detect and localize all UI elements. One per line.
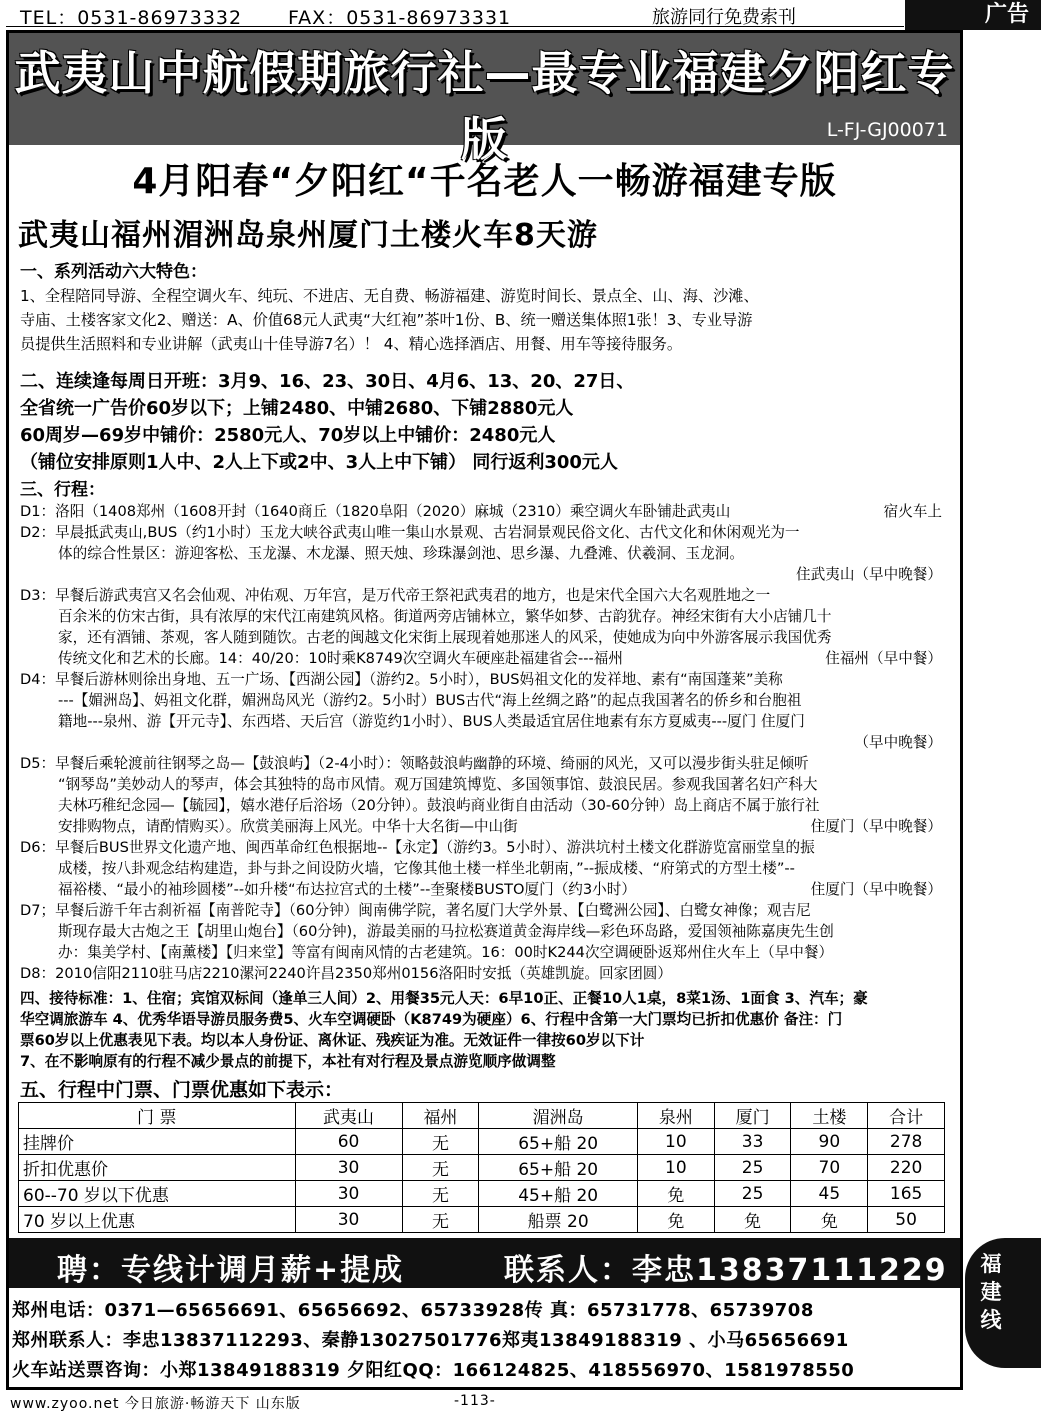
table-header-cell: 门 票: [19, 1103, 296, 1129]
itinerary-section: [20, 480, 950, 984]
top-divider: [6, 26, 904, 27]
day-3-stay: 住福州（早中餐）: [825, 650, 942, 667]
table-cell: 60--70 岁以下优惠: [19, 1181, 296, 1207]
table-row: [19, 1129, 945, 1155]
table-cell: 25: [714, 1181, 791, 1207]
features-line: 1、全程陪同导游、全程空调火车、纯玩、不进店、无自费、畅游福建、游览时间长、景点全、山、海、沙滩、: [20, 287, 759, 305]
table-header-cell: 合计: [868, 1103, 945, 1129]
day-5: D5：早餐后乘轮渡前往钢琴之岛—【鼓浪屿】（2-4小时）：领略鼓浪屿幽静的环境、绮丽的风光，又可以漫步街头驻足倾听 “钢琴岛”美妙动人的琴声，体会其独特的岛市风情。观万国建筑博览、多国领事馆、鼓浪民居。参观我国著名妇产科大 夫林巧稚纪念园—【毓园】，嬉水港仔后浴场（20分钟）。鼓浪屿商业街自由活动（30-60分钟）岛上商店不属于旅行社 安排购物点，请酌情购买）。欣赏美丽海上风光。中华十大名街—中山街 住厦门（早中晚餐）: [20, 755, 942, 835]
day-4: D4：早餐后游林则徐出身地、五一广场、【西湖公园】（游约2。5小时），BUS妈祖文化的发祥地、素有“南国蓬莱”美称 ---【媚洲岛】、妈祖文化群，媚洲岛风光（游约2。5小时）BUS古代“海上丝绸之路”的起点我国著名的侨乡和台胞祖 籍地---泉州、游【开元寺】、东西塔、天后宫（游览约1小时）、BUS人类最适宜居住地素有东方夏威夷---厦门 住厦门 （早中晚餐）: [20, 669, 950, 753]
day-3: D3：早餐后游武夷宫又名会仙观、冲佑观、万年宫，是万代帝王祭祀武夷君的地方，也是宋代全国六大名观胜地之一 百余米的仿宋古街，具有浓厚的宋代江南建筑风格。街道两旁店铺林立，繁华如梦、古韵犹存。神经宋街有大小店铺几十 家，还有酒铺、茶观，客人随到随饮。古老的闽越文化宋街上展现着她那迷人的风采，使她成为向中外游客展示我国优秀 传统文化和艺术的长廊。14：40/20：10时乘K8749次空调火车硬座赴福建省会---福州 住福州（早中餐）: [20, 587, 942, 667]
table-header-cell: 福州: [402, 1103, 479, 1129]
side-tab: [965, 1238, 1041, 1368]
table-cell: 30: [295, 1181, 402, 1207]
standards-line: 华空调旅游车 4、优秀华语导游员服务费5、火车空调硬卧（K8749为硬座）6、行程中含第一大门票均已折扣优惠价 备注：门: [20, 1011, 843, 1028]
footer: [10, 1393, 496, 1413]
table-cell: 挂牌价: [19, 1129, 296, 1155]
day-2-stay: 住武夷山（早中晚餐）: [796, 566, 942, 583]
day-1: D1：洛阳（1408郑州（1608开封（1640商丘（1820阜阳（2020）麻城（2310）乘空调火车卧铺赴武夷山 宿火车上: [20, 503, 942, 520]
subheadline: 武夷山福州湄洲岛泉州厦门土楼火车8天游: [18, 218, 598, 253]
features-line: 寺庙、土楼客家文化2、赠送：A、价值68元人武夷“大红袍”茶叶1份、B、统一赠送集体照1张！3、专业导游: [20, 311, 753, 329]
hire-contact: 联系人：李忠13837111229: [504, 1253, 948, 1288]
table-cell: 无: [402, 1207, 479, 1233]
table-cell: 免: [638, 1207, 715, 1233]
day-5-stay: 住厦门（早中晚餐）: [810, 818, 942, 835]
features-section: [20, 260, 950, 356]
hire-banner: [9, 1238, 960, 1288]
features-line: 员提供生活照料和专业讲解（武夷山十佳导游7名）！ 4、精心选择酒店、用餐、用车等接待服务。: [20, 335, 683, 353]
day-4-stay: （早中晚餐）: [854, 734, 942, 751]
table-header-cell: 武夷山: [295, 1103, 402, 1129]
contact-phone: 郑州电话：0371—65656691、65656692、65733928传 真：65731778、65739708: [12, 1300, 814, 1321]
table-cell: 165: [868, 1181, 945, 1207]
tickets-heading: 五、行程中门票、门票优惠如下表示：: [20, 1079, 344, 1101]
table-cell: 30: [295, 1207, 402, 1233]
title-banner: [9, 33, 960, 166]
table-cell: 30: [295, 1155, 402, 1181]
standards-line: 四、接待标准：1、住宿；宾馆双标间（逢单三人间）2、用餐35元人天：6早10正、正餐10人1桌，8菜1汤、1面食 3、汽车；豪: [20, 990, 868, 1007]
banner-title: 武夷山中航假期旅行社—最专业福建夕阳红专版: [14, 46, 955, 166]
table-cell: 无: [402, 1181, 479, 1207]
table-row: [19, 1155, 945, 1181]
side-tab-label: 福建线: [980, 1252, 1002, 1332]
day-2: D2：早晨抵武夷山,BUS（约1小时）玉龙大峡谷武夷山唯一集山水景观、古岩洞景观民俗文化、古代文化和休闲观光为一 体的综合性景区：游迎客松、玉龙瀑、木龙瀑、照天烛、珍珠瀑剑池、思乡瀑、九叠滩、伏羲洞、玉龙洞。 住武夷山（早中晚餐）: [20, 522, 950, 585]
page-number: -113-: [454, 1393, 496, 1409]
ad-label: 广告: [905, 0, 1041, 30]
table-cell: 33: [714, 1129, 791, 1155]
table-cell: 免: [638, 1181, 715, 1207]
table-cell: 50: [868, 1207, 945, 1233]
table-cell: 70: [791, 1155, 868, 1181]
table-cell: 免: [791, 1207, 868, 1233]
price-seniors: 60周岁—69岁中铺价：2580元人、70岁以上中铺价：2480元人: [20, 425, 556, 446]
contact-people: 郑州联系人：李忠13837112293、秦静13027501776郑夷13849188319 、小马65656691: [12, 1330, 849, 1351]
table-header-cell: 泉州: [638, 1103, 715, 1129]
table-cell: 60: [295, 1129, 402, 1155]
day-6: D6：早餐后BUS世界文化遗产地、闽西革命红色根据地--【永定】（游约3。5小时）、游洪坑村土楼文化群游览富丽堂皇的振 成楼，按八卦观念结构建造，卦与卦之间设防火墙，它像其他土楼一样坐北朝南，”--振成楼、“府第式的方型土楼”-- 福裕楼、“最小的袖珍圆楼”--如升楼“布达拉宫式的土楼”--奎聚楼BUSTO厦门（约3小时） 住厦门（早中晚餐）: [20, 839, 942, 898]
table-cell: 70 岁以上优惠: [19, 1207, 296, 1233]
table-cell: 船票 20: [479, 1207, 638, 1233]
departures-section: [20, 368, 950, 476]
standards-line: 票60岁以上优惠表见下表。均以本人身份证、离休证、残疾证为准。无效证件一律按60岁以下计: [20, 1032, 645, 1049]
table-cell: 10: [638, 1129, 715, 1155]
publication-label: 旅游同行免费索刊: [652, 7, 796, 28]
features-heading: 一、系列活动六大特色：: [20, 262, 207, 282]
table-cell: 278: [868, 1129, 945, 1155]
fax-number: FAX：0531-86973331: [288, 7, 512, 29]
footer-site: www.zyoo.net 今日旅游·畅游天下 山东版: [10, 1396, 301, 1412]
berth-policy: （铺位安排原则1人中、2人上下或2中、3人上中下铺） 同行返利300元人: [20, 452, 618, 473]
tel-number: TEL：0531-86973332: [20, 7, 243, 29]
table-cell: 220: [868, 1155, 945, 1181]
table-cell: 45: [791, 1181, 868, 1207]
table-cell: 折扣优惠价: [19, 1155, 296, 1181]
departure-dates: 二、连续逢每周日开班：3月9、16、23、30日、4月6、13、20、27日、: [20, 371, 635, 392]
ticket-table: [18, 1102, 945, 1233]
table-header-row: [19, 1103, 945, 1129]
hire-text: 聘：专线计调月薪+提成: [57, 1253, 405, 1288]
table-cell: 65+船 20: [479, 1129, 638, 1155]
table-cell: 无: [402, 1155, 479, 1181]
table-cell: 10: [638, 1155, 715, 1181]
table-cell: 45+船 20: [479, 1181, 638, 1207]
license-code: L-FJ-GJ00071: [826, 119, 948, 141]
standards-line: 7、在不影响原有的行程不减少景点的前提下，本社有对行程及景点游览顺序做调整: [20, 1053, 556, 1070]
table-cell: 免: [714, 1207, 791, 1233]
day-6-stay: 住厦门（早中晚餐）: [810, 881, 942, 898]
table-row: [19, 1207, 945, 1233]
contact-station: 火车站送票咨询：小郑13849188319 夕阳红QQ：166124825、418556970、1581978550: [12, 1360, 855, 1381]
day-7: D7；早餐后游千年古刹祈福【南普陀寺】（60分钟）闽南佛学院，著名厦门大学外景、【白鹭洲公园】、白鹭女神像；观吉尼 斯现存最大古炮之王【胡里山炮台】（60分钟)，游最美丽的马拉松赛道黄金海岸线—彩色环岛路，爱国领袖陈嘉庚先生创 办：集美学村、【南薰楼】【归来堂】等富有闽南风情的古老建筑。16：00时K244次空调硬卧返郑州住火车上（早中餐）: [20, 902, 834, 961]
standards-section: [20, 988, 950, 1072]
headline: 4月阳春“夕阳红“千名老人一畅游福建专版: [132, 161, 837, 202]
table-cell: 65+船 20: [479, 1155, 638, 1181]
table-cell: 25: [714, 1155, 791, 1181]
table-cell: 90: [791, 1129, 868, 1155]
table-header-cell: 湄洲岛: [479, 1103, 638, 1129]
day-8: D8：2010信阳2110驻马店2210漯河2240许昌2350郑州0156洛阳时安抵（英雄凯旋。回家团圆）: [20, 965, 672, 982]
itinerary-heading: 三、行程：: [20, 480, 105, 500]
table-header-cell: 土楼: [791, 1103, 868, 1129]
table-header-cell: 厦门: [714, 1103, 791, 1129]
table-cell: 无: [402, 1129, 479, 1155]
price-under-60: 全省统一广告价60岁以下；上铺2480、中铺2680、下铺2880元人: [20, 398, 574, 419]
day-1-stay: 宿火车上: [883, 503, 942, 520]
table-row: [19, 1181, 945, 1207]
